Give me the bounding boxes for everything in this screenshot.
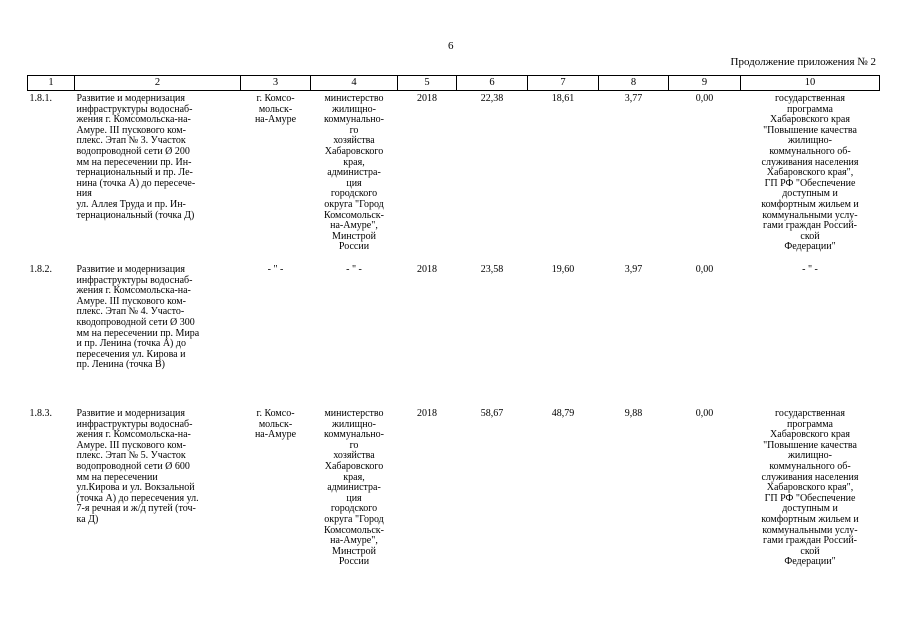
table-row — [28, 91, 880, 263]
header-col-4: 4 — [311, 76, 398, 91]
row-value-8: 3,97 — [624, 264, 643, 275]
header-col-7: 7 — [528, 76, 599, 91]
page-number: 6 — [448, 40, 454, 52]
row-number: 1.8.2. — [29, 264, 52, 275]
row-executor: министерство жилищно- коммунально- го хозяйства Хабаровского края, администра- ция городского округа "Город Комсомольск- на-Амуре", Минстрой России — [324, 93, 384, 253]
row-number: 1.8.1. — [29, 93, 52, 104]
header-col-5: 5 — [398, 76, 457, 91]
table-row — [28, 262, 880, 406]
row-number: 1.8.3. — [29, 408, 52, 419]
row-value-7: 18,61 — [551, 93, 575, 104]
row-value-9: 0,00 — [695, 93, 714, 104]
row-year: 2018 — [417, 408, 437, 419]
appendix-continuation-label: Продолжение приложения № 2 — [730, 56, 876, 68]
table-header-row — [28, 76, 880, 91]
header-col-1: 1 — [28, 76, 75, 91]
row-place: - " - — [267, 264, 284, 275]
row-value-8: 9,88 — [624, 408, 643, 419]
row-value-8: 3,77 — [624, 93, 643, 104]
header-col-9: 9 — [669, 76, 741, 91]
row-value-9: 0,00 — [695, 408, 714, 419]
header-col-10: 10 — [741, 76, 880, 91]
row-value-7: 48,79 — [551, 408, 575, 419]
row-program: государственная программа Хабаровского края "Повышение качества жилищно- коммунального об- служивания населения Хабаровского края", ГП РФ "Обеспечение доступным и комфортным жильем и коммунальными услу- гами граждан Россий- ской Федерации" — [761, 408, 859, 568]
row-executor: - " - — [346, 264, 362, 275]
program-table — [27, 75, 880, 579]
header-col-6: 6 — [457, 76, 528, 91]
row-program: - " - — [802, 264, 818, 275]
row-value-6: 23,58 — [480, 264, 504, 275]
row-value-7: 19,60 — [551, 264, 575, 275]
row-title: Развитие и модернизация инфраструктуры водоснаб- жения г. Комсомольска-на- Амуре. III пускового ком- плекс. Этап № 3. Участок водопроводной сети Ø 200 мм на пересечении пр. Ин- тернациональный и пр. Ле- нина (точка А) до пересече- ния ул. Аллея Труда и пр. Ин- тернациональный (точка Д) — [76, 93, 196, 221]
row-year: 2018 — [417, 264, 437, 275]
table-row — [28, 406, 880, 579]
row-place: г. Комсо- мольск- на-Амуре — [254, 408, 297, 441]
row-title: Развитие и модернизация инфраструктуры водоснаб- жения г. Комсомольска-на- Амуре. III пускового ком- плекс. Этап № 5. Участок водопроводной сети Ø 600 мм на пересечении ул.Кирова и ул. Вокзальной (точка А) до пересечения ул. 7-я речная и ж/д путей (точ- ка Д) — [76, 408, 199, 525]
header-col-8: 8 — [599, 76, 669, 91]
row-value-6: 22,38 — [480, 93, 504, 104]
row-program: государственная программа Хабаровского края "Повышение качества жилищно- коммунального об- служивания населения Хабаровского края", ГП РФ "Обеспечение доступным и комфортным жильем и коммунальными услу- гами граждан Россий- ской Федерации" — [761, 93, 859, 253]
row-executor: министерство жилищно- коммунально- го хозяйства Хабаровского края, администра- ция городского округа "Город Комсомольск- на-Амуре", Минстрой России — [324, 408, 384, 568]
row-title: Развитие и модернизация инфраструктуры водоснаб- жения г. Комсомольска-на- Амуре. III пускового ком- плекс. Этап № 4. Участо- кводопроводной сети Ø 300 мм на пересечении пр. Мира и пр. Ленина (точка А) до пересечения ул. Кирова и пр. Ленина (точка В) — [76, 264, 200, 371]
row-value-6: 58,67 — [480, 408, 504, 419]
row-place: г. Комсо- мольск- на-Амуре — [254, 93, 297, 126]
row-year: 2018 — [417, 93, 437, 104]
header-col-2: 2 — [75, 76, 241, 91]
row-value-9: 0,00 — [695, 264, 714, 275]
header-col-3: 3 — [241, 76, 311, 91]
